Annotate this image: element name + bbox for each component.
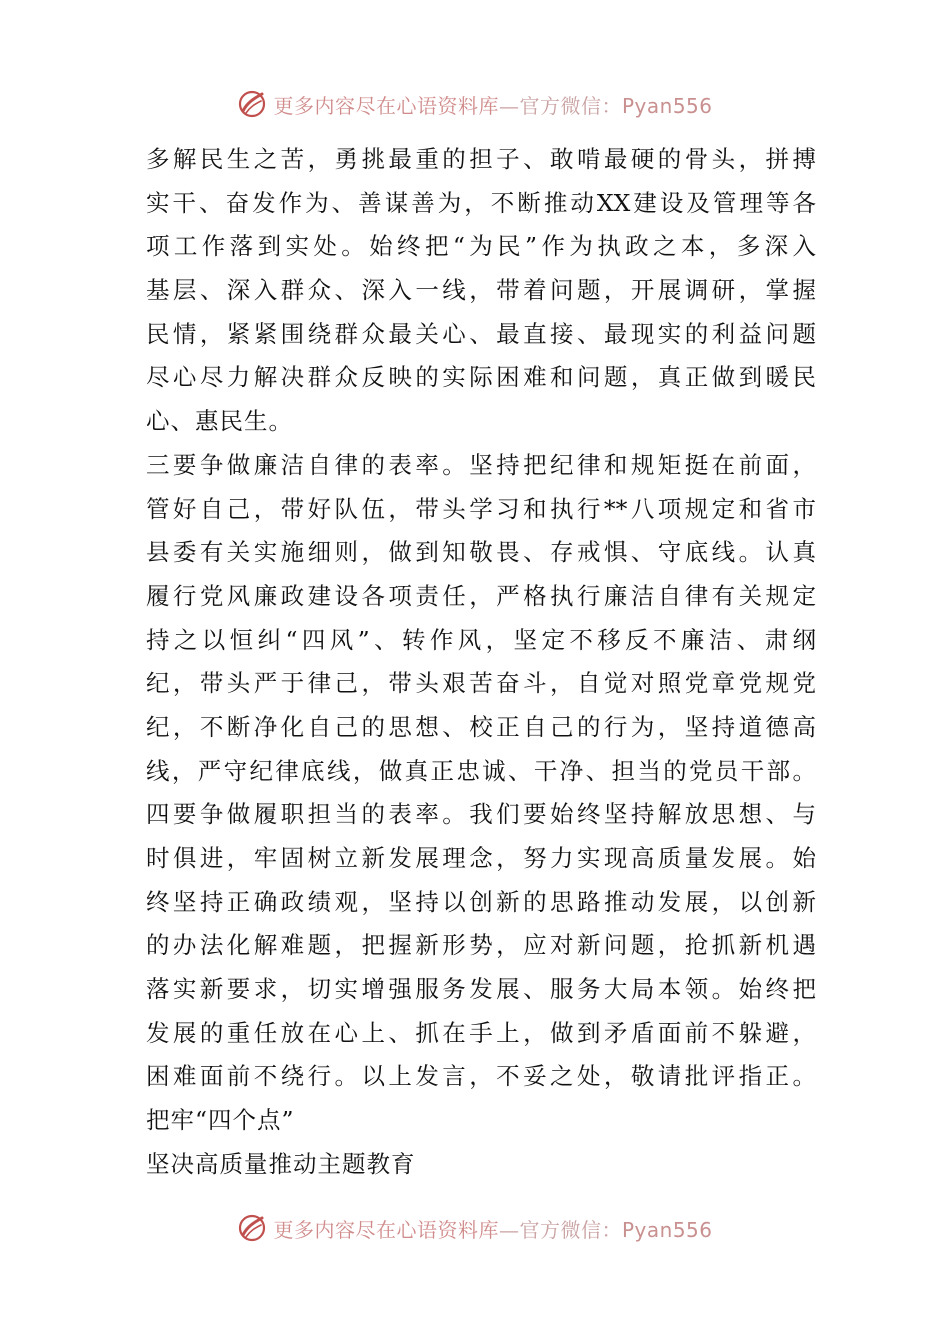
text-line: 发展的重任放在心上、抓在手上，做到矛盾面前不躲避， [146, 1018, 816, 1047]
text-line: 基层、深入群众、深入一线，带着问题，开展调研，掌握 [146, 276, 816, 305]
banner-wechat-id: Pyan556 [621, 93, 713, 118]
banner-sub-text: —官方微信： [498, 1217, 622, 1242]
text-line: 履行党风廉政建设各项责任，严格执行廉洁自律有关规定 [146, 581, 816, 610]
text-line: 项工作落到实处。始终把“为民”作为执政之本，多深入 [146, 232, 816, 261]
banner-main-text: 更多内容尽在心语资料库 [273, 1217, 499, 1242]
text-line: 终坚持正确政绩观，坚持以创新的思路推动发展，以创新 [146, 887, 816, 916]
text-line: 的办法化解难题，把握新形势，应对新问题，抢抓新机遇 [146, 931, 816, 960]
text-line: 落实新要求，切实增强服务发展、服务大局本领。始终把 [146, 975, 816, 1004]
text-line: 四要争做履职担当的表率。我们要始终坚持解放思想、与 [146, 800, 816, 829]
text-line: 实干、奋发作为、善谋善为，不断推动XX建设及管理等各 [146, 188, 816, 217]
document-body [146, 138, 816, 1187]
text-line: 时俱进，牢固树立新发展理念，努力实现高质量发展。始 [146, 844, 816, 872]
text-line: 多解民生之苦，勇挑最重的担子、敢啃最硬的骨头，拼搏 [146, 145, 816, 173]
text-line: 三要争做廉洁自律的表率。坚持把纪律和规矩挺在前面， [146, 450, 816, 479]
text-line: 尽心尽力解决群众反映的实际困难和问题，真正做到暖民 [146, 363, 816, 392]
text-line: 民情，紧紧围绕群众最关心、最直接、最现实的利益问题 [146, 319, 816, 348]
section-heading: 坚决高质量推动主题教育 [146, 1149, 416, 1178]
brush-logo-icon [237, 1213, 267, 1243]
banner-sub-text: —官方微信： [498, 93, 622, 118]
text-line: 管好自己，带好队伍，带头学习和执行**八项规定和省市 [146, 494, 816, 523]
header-banner [0, 84, 950, 124]
section-heading: 把牢“四个点” [146, 1106, 295, 1135]
text-line: 持之以恒纠“四风”、转作风，坚定不移反不廉洁、肃纲 [146, 625, 816, 654]
footer-banner [0, 1208, 950, 1248]
banner-main-text: 更多内容尽在心语资料库 [273, 93, 499, 118]
text-line: 县委有关实施细则，做到知敬畏、存戒惧、守底线。认真 [146, 538, 816, 567]
text-line: 线，严守纪律底线，做真正忠诚、干净、担当的党员干部。 [146, 756, 816, 785]
text-line: 困难面前不绕行。以上发言，不妥之处，敬请批评指正。 [146, 1062, 816, 1091]
text-line: 纪，不断净化自己的思想、校正自己的行为，坚持道德高 [146, 712, 816, 741]
banner-wechat-id: Pyan556 [621, 1217, 713, 1242]
text-line: 心、惠民生。 [146, 407, 293, 436]
brush-logo-icon [237, 89, 267, 119]
text-line: 纪，带头严于律己，带头艰苦奋斗，自觉对照党章党规党 [146, 669, 816, 698]
